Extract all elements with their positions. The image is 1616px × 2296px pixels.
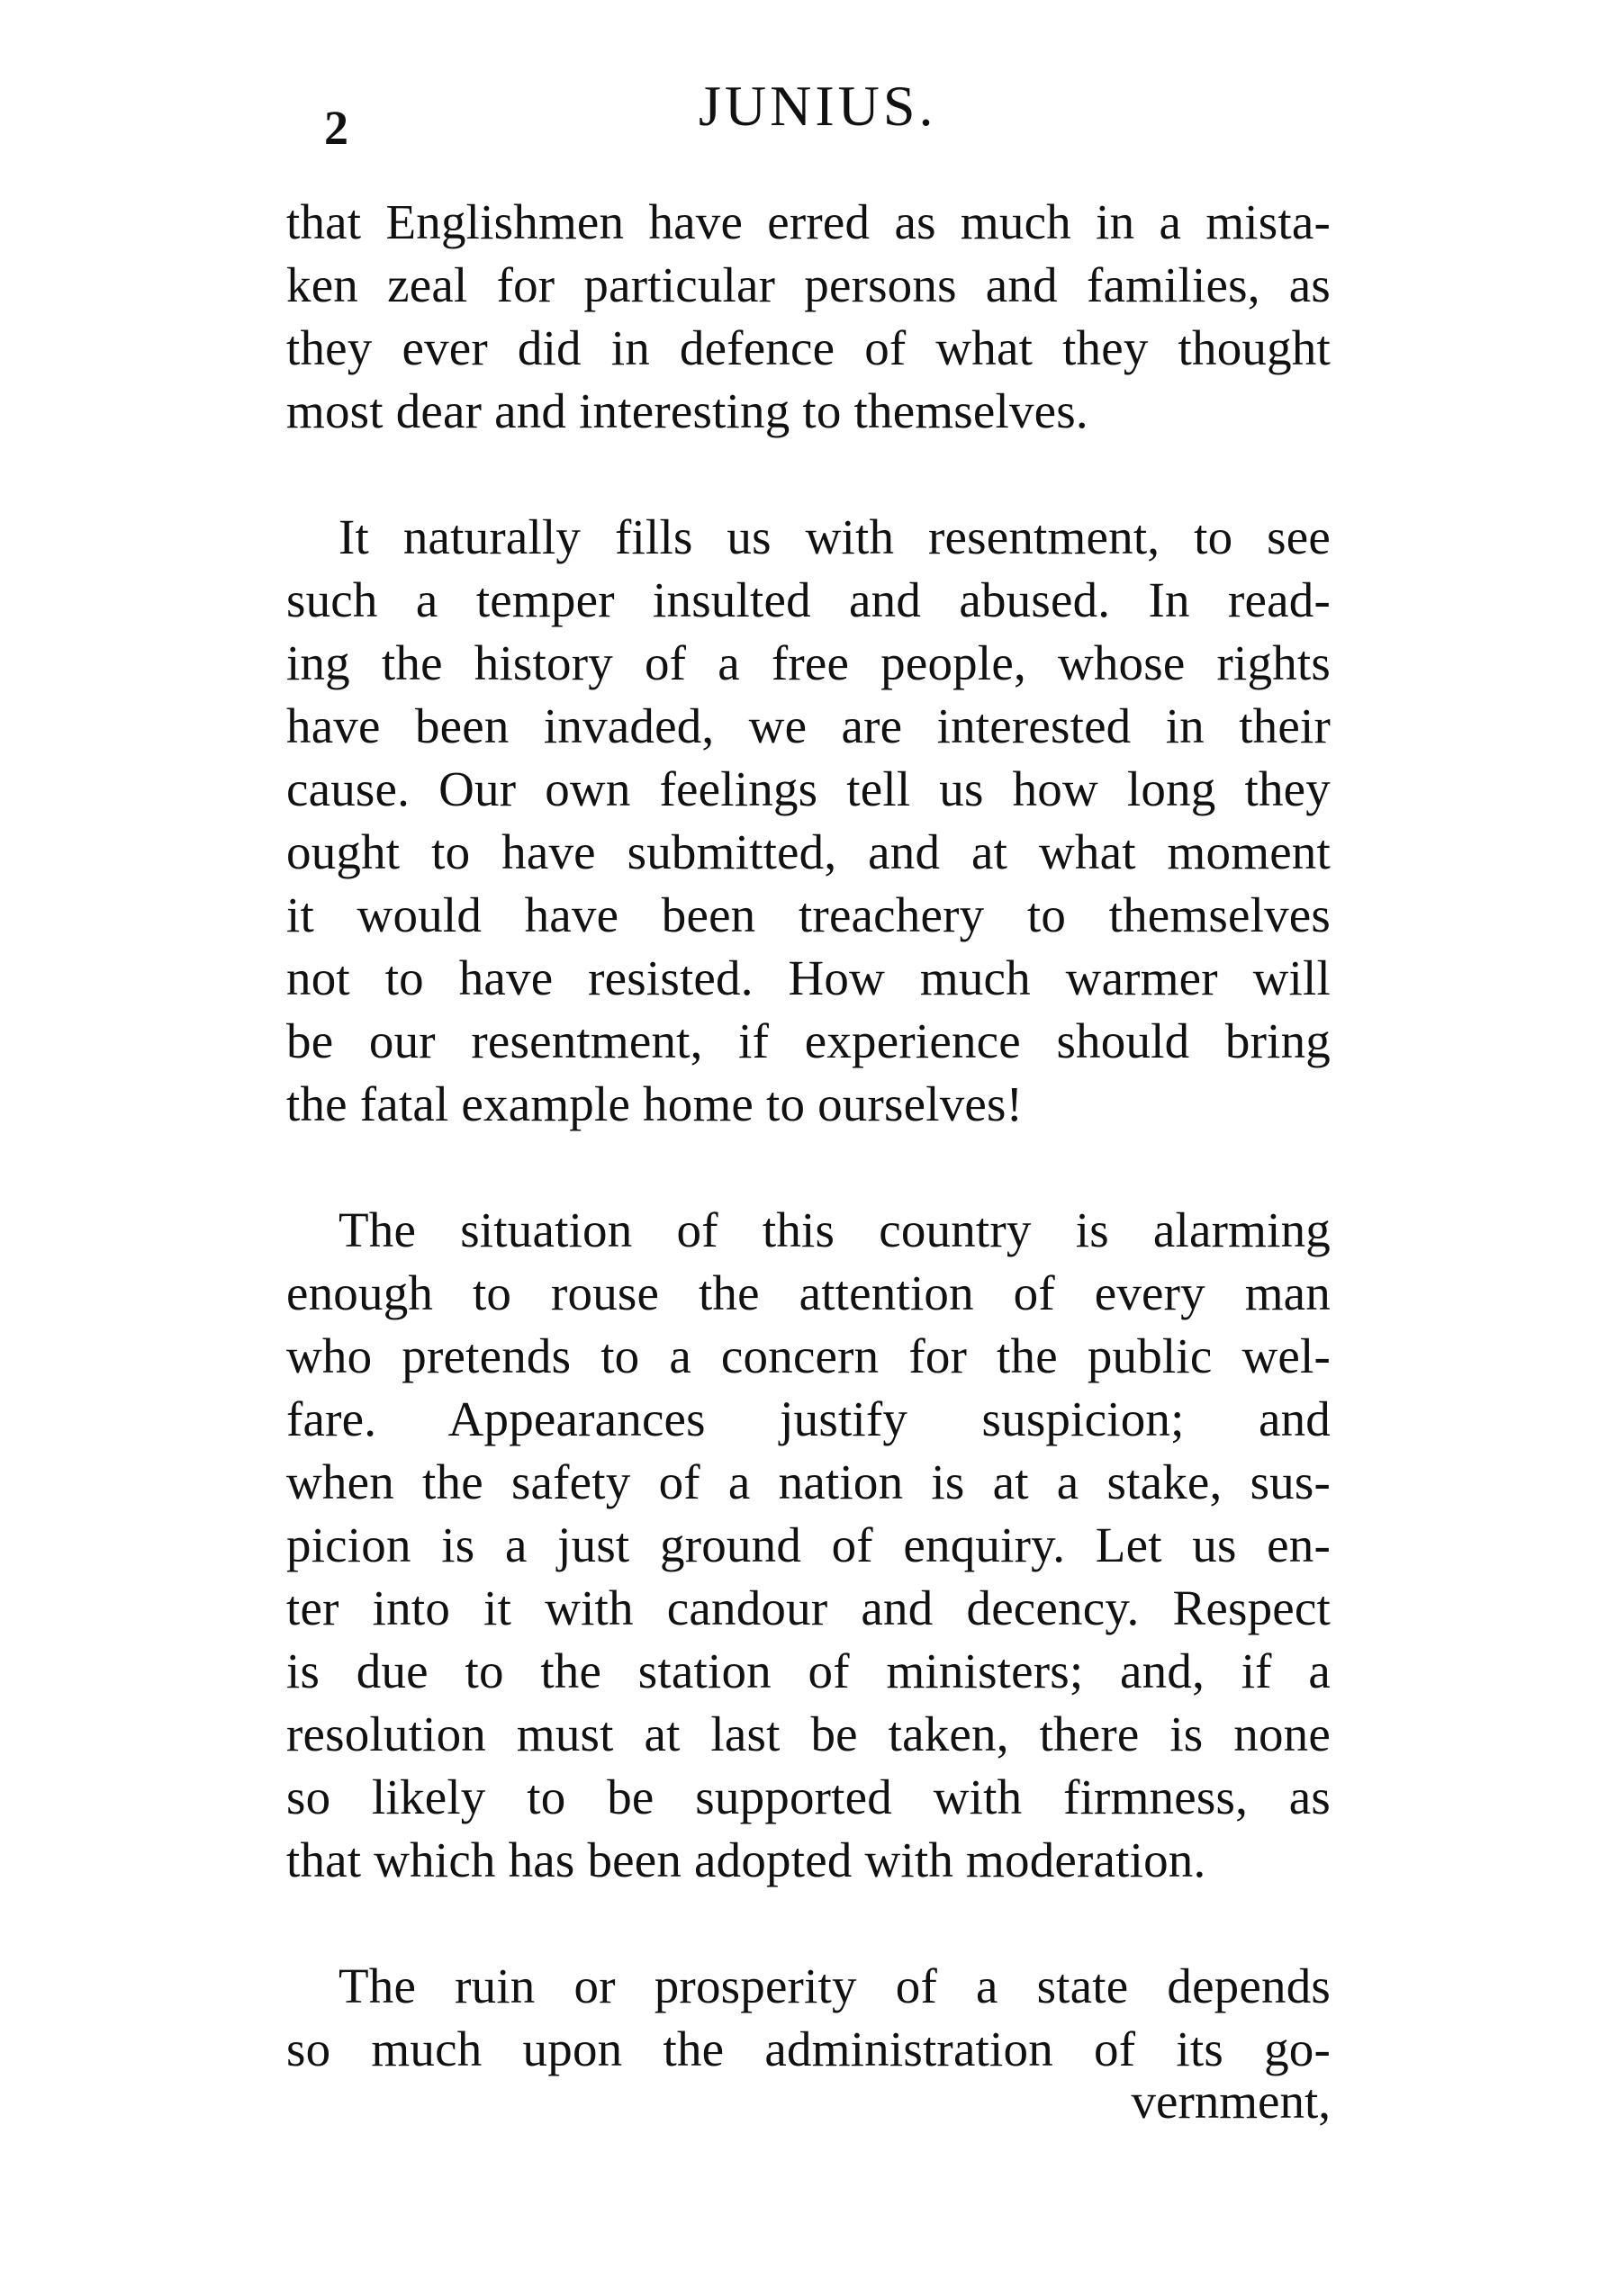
text-line: that Englishmen have erred as much in a mista-: [286, 194, 1331, 249]
text-line: they ever did in defence of what they thought: [286, 320, 1331, 375]
text-line: ter into it with candour and decency. Respect: [286, 1580, 1331, 1635]
running-head: JUNIUS.: [699, 74, 937, 138]
page-number: 2: [324, 101, 348, 155]
text-line: ing the history of a free people, whose rights: [286, 635, 1331, 690]
text-line: when the safety of a nation is at a stake, sus-: [286, 1454, 1331, 1509]
text-line: so much upon the administration of its go-: [286, 2021, 1331, 2076]
text-line: that which has been adopted with moderation.: [286, 1832, 1206, 1887]
paragraph-4: [286, 1955, 1331, 2081]
text-line: such a temper insulted and abused. In read-: [286, 572, 1331, 627]
text-line: it would have been treachery to themselves: [286, 887, 1331, 942]
text-line: ken zeal for particular persons and families, as: [286, 257, 1331, 312]
text-line: enough to rouse the attention of every man: [286, 1265, 1331, 1320]
text-line: It naturally fills us with resentment, to see: [339, 509, 1331, 564]
text-line: the fatal example home to ourselves!: [286, 1076, 1024, 1131]
text-line: so likely to be supported with firmness, as: [286, 1769, 1331, 1824]
paragraph-gap: [286, 1892, 1331, 1955]
text-line: resolution must at last be taken, there is none: [286, 1706, 1331, 1761]
text-line: who pretends to a concern for the public wel-: [286, 1328, 1331, 1383]
text-line: The ruin or prosperity of a state depends: [339, 1958, 1331, 2013]
text-line: not to have resisted. How much warmer will: [286, 950, 1331, 1005]
text-line: be our resentment, if experience should bring: [286, 1013, 1331, 1068]
text-line: cause. Our own feelings tell us how long they: [286, 761, 1331, 816]
page-header: [0, 63, 1616, 155]
body-text: [286, 191, 1331, 2081]
paragraph-1: [286, 191, 1331, 443]
paragraph-3: [286, 1199, 1331, 1892]
text-line: have been invaded, we are interested in their: [286, 698, 1331, 753]
paragraph-gap: [286, 1136, 1331, 1199]
text-line: fare. Appearances justify suspicion; and: [286, 1391, 1331, 1446]
text-line: is due to the station of ministers; and, if a: [286, 1643, 1331, 1698]
paragraph-2: [286, 506, 1331, 1136]
paragraph-gap: [286, 443, 1331, 506]
text-line: ought to have submitted, and at what moment: [286, 824, 1331, 879]
text-line: picion is a just ground of enquiry. Let us en-: [286, 1517, 1331, 1572]
catchword: vernment,: [1131, 2074, 1331, 2129]
text-line: The situation of this country is alarming: [339, 1202, 1331, 1257]
text-line: most dear and interesting to themselves.: [286, 383, 1088, 438]
